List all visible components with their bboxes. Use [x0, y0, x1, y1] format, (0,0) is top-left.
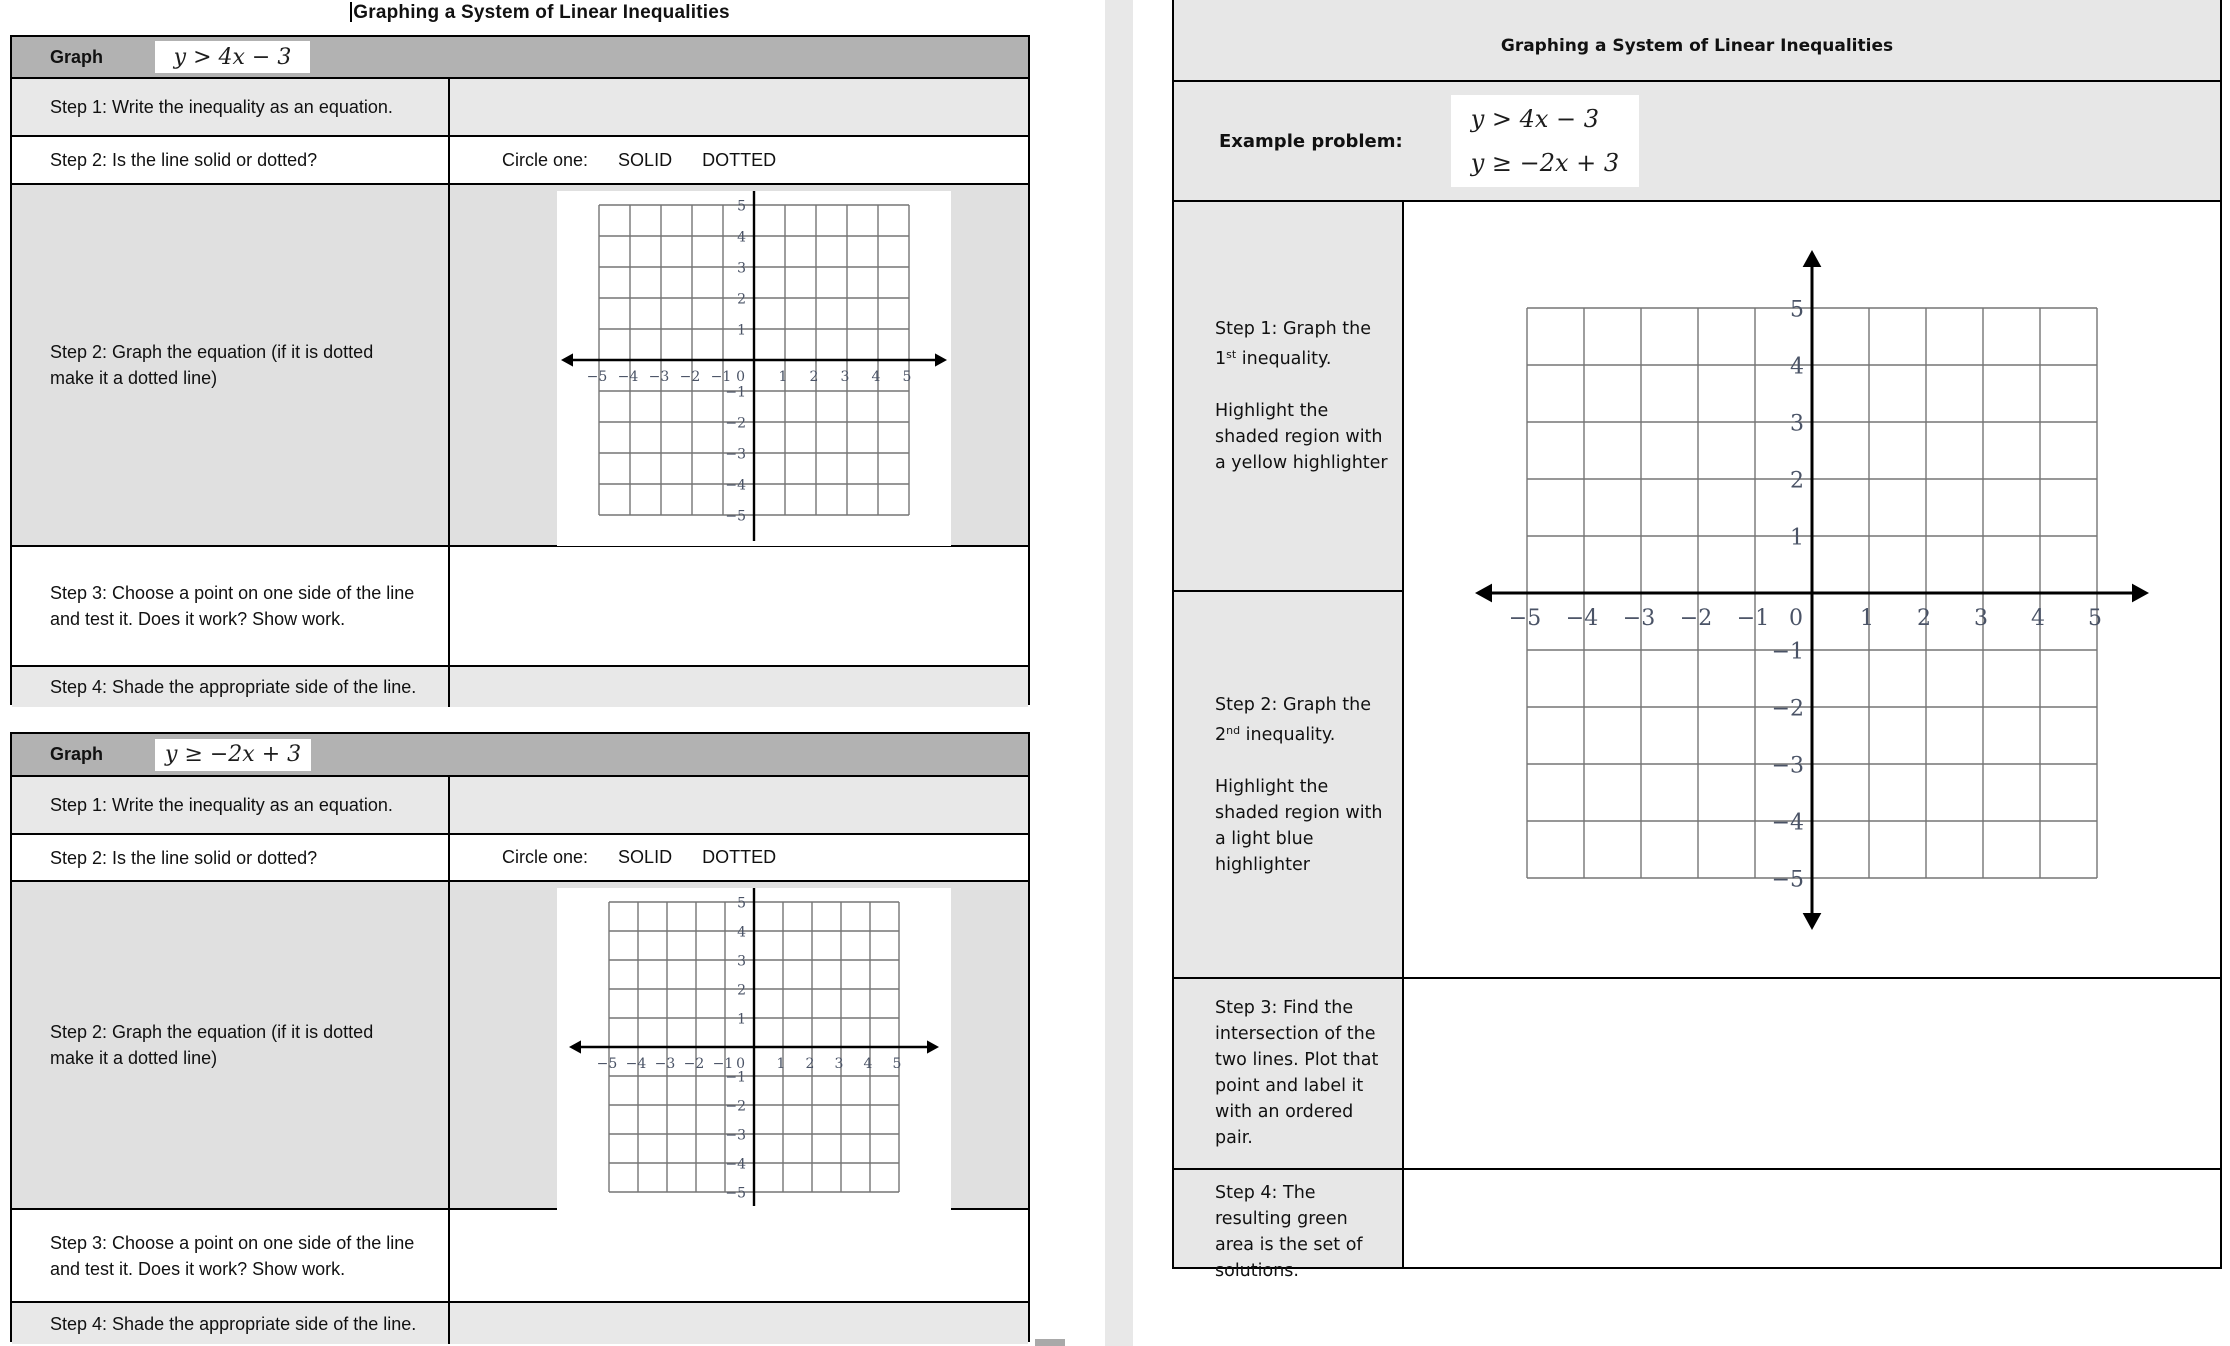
circle-one-cell	[450, 835, 1028, 880]
svg-text:−1: −1	[710, 369, 732, 385]
table1-header-row	[12, 37, 1028, 77]
table2-header-row	[12, 734, 1028, 775]
circle-one-cell	[450, 137, 1028, 183]
page-title[interactable]	[0, 2, 1080, 24]
svg-text:−5: −5	[596, 1056, 618, 1072]
svg-text:−4: −4	[617, 369, 639, 385]
svg-text:4: 4	[863, 1056, 873, 1072]
worksheet-table-1	[10, 35, 1030, 705]
equation-box[interactable]	[155, 41, 310, 73]
coordinate-grid-svg	[557, 888, 951, 1206]
left-page	[0, 0, 1105, 1346]
example-problem-row	[1174, 80, 2220, 200]
step4-label: Step 4: Shade the appropriate side of the line.	[12, 667, 450, 707]
svg-text:−3: −3	[1622, 606, 1656, 631]
step1-text: Step 1: Graph the 1st inequality.	[1215, 319, 1371, 369]
svg-text:3: 3	[737, 260, 746, 277]
svg-text:−2: −2	[725, 1098, 746, 1115]
svg-text:−2: −2	[725, 415, 746, 432]
step3-cell: Step 3: Find the intersection of the two lines. Plot that point and label it with an ordered pair.	[1174, 977, 1404, 1168]
worksheet-table-2	[10, 732, 1030, 1342]
right-page-title: Graphing a System of Linear Inequalities	[1174, 0, 2220, 80]
step2b-label: Step 2: Graph the equation (if it is dotted make it a dotted line)	[12, 882, 450, 1208]
svg-text:−5: −5	[725, 508, 746, 525]
svg-text:−1: −1	[725, 1069, 746, 1086]
svg-text:5: 5	[2088, 606, 2102, 631]
step2-text: Step 2: Graph the 2nd inequality.	[1215, 694, 1371, 745]
text-cursor-caret	[350, 2, 352, 22]
example-equations-box[interactable]	[1451, 95, 1639, 187]
svg-text:5: 5	[1790, 297, 1804, 323]
coordinate-grid-svg	[557, 191, 951, 541]
svg-text:2: 2	[1790, 468, 1804, 494]
step1-label: Step 1: Write the inequality as an equation.	[12, 79, 450, 135]
circle-one-label: Circle one:	[502, 847, 589, 867]
option-solid[interactable]: SOLID	[618, 847, 673, 867]
svg-text:4: 4	[871, 369, 881, 385]
svg-text:−2: −2	[683, 1056, 705, 1072]
svg-text:−2: −2	[1679, 606, 1713, 631]
svg-text:−3: −3	[648, 369, 670, 385]
svg-text:−1: −1	[725, 384, 746, 401]
svg-text:4: 4	[737, 924, 746, 941]
svg-text:1: 1	[737, 1011, 746, 1028]
svg-text:0: 0	[736, 1056, 745, 1072]
step1-cell	[1174, 200, 1404, 590]
svg-text:3: 3	[737, 953, 746, 970]
step4-row	[12, 1301, 1028, 1344]
svg-text:−5: −5	[1508, 606, 1542, 631]
big-coordinate-grid-svg	[1404, 202, 2220, 977]
step2-highlight-text: Highlight the shaded region with a light blue highlighter	[1215, 776, 1383, 875]
svg-text:4: 4	[737, 229, 746, 246]
svg-text:2: 2	[1917, 606, 1931, 631]
svg-text:−3: −3	[725, 1127, 746, 1144]
step2-row	[12, 135, 1028, 183]
equation-text: y ≥ −2x + 3	[165, 742, 302, 767]
step3-answer-cell[interactable]	[450, 1210, 1028, 1301]
step1-row	[12, 77, 1028, 135]
example-table-body	[1174, 200, 2220, 1281]
svg-text:3: 3	[834, 1056, 844, 1072]
step3-answer-cell[interactable]	[1404, 977, 2220, 1168]
svg-text:−1: −1	[1771, 639, 1804, 665]
equation-1: y > 4x − 3	[1470, 105, 1600, 133]
svg-text:−4: −4	[725, 477, 746, 494]
big-graph-cell[interactable]	[1404, 200, 2220, 977]
svg-text:−4: −4	[1565, 606, 1599, 631]
graph-row	[12, 183, 1028, 545]
step1-row	[12, 775, 1028, 833]
option-solid[interactable]: SOLID	[618, 149, 673, 170]
equation-2: y ≥ −2x + 3	[1470, 149, 1620, 177]
step4-row	[12, 665, 1028, 707]
step4-answer-cell[interactable]	[1404, 1168, 2220, 1267]
svg-text:−5: −5	[1771, 867, 1804, 893]
svg-text:1: 1	[1790, 525, 1804, 551]
svg-text:−2: −2	[679, 369, 701, 385]
step1-highlight-text: Highlight the shaded region with a yellow highlighter	[1215, 401, 1388, 473]
example-table	[1172, 0, 2222, 1281]
equation-text: y > 4x − 3	[173, 44, 292, 70]
step3-label: Step 3: Choose a point on one side of the line and test it. Does it work? Show work.	[12, 547, 450, 665]
example-problem-label: Example problem:	[1219, 130, 1403, 152]
step1-answer-cell[interactable]	[450, 777, 1028, 833]
svg-text:5: 5	[737, 198, 746, 215]
svg-text:−1: −1	[712, 1056, 734, 1072]
page-gap-divider	[1105, 0, 1133, 1346]
option-dotted[interactable]: DOTTED	[702, 149, 777, 170]
step3-label: Step 3: Choose a point on one side of the line and test it. Does it work? Show work.	[12, 1210, 450, 1301]
step2b-label: Step 2: Graph the equation (if it is dotted make it a dotted line)	[12, 185, 450, 545]
svg-text:0: 0	[736, 369, 745, 385]
svg-text:−4: −4	[725, 1156, 746, 1173]
ordinal-sup: st	[1226, 348, 1237, 361]
option-dotted[interactable]: DOTTED	[702, 847, 777, 867]
graph-cell	[450, 185, 1028, 545]
svg-text:5: 5	[892, 1056, 902, 1072]
step4-answer-cell[interactable]	[450, 1303, 1028, 1344]
svg-text:−4: −4	[625, 1056, 647, 1072]
svg-text:4: 4	[2031, 606, 2045, 631]
svg-text:5: 5	[902, 369, 912, 385]
step4-cell: Step 4: The resulting green area is the set of solutions.	[1174, 1168, 1404, 1267]
graph-row	[12, 880, 1028, 1208]
graph-cell	[450, 882, 1028, 1208]
graph-label: Graph	[50, 46, 104, 67]
scrollbar-handle[interactable]	[1035, 1339, 1065, 1346]
svg-text:−5: −5	[586, 369, 608, 385]
step2-label: Step 2: Is the line solid or dotted?	[12, 835, 450, 880]
svg-text:1: 1	[1860, 606, 1874, 631]
step1-answer-cell[interactable]	[450, 79, 1028, 135]
svg-text:2: 2	[805, 1056, 815, 1072]
svg-text:1: 1	[776, 1056, 786, 1072]
ordinal-sup: nd	[1226, 723, 1241, 737]
svg-text:−2: −2	[1771, 696, 1804, 722]
coordinate-grid-image[interactable]	[557, 888, 951, 1211]
svg-text:2: 2	[809, 369, 819, 385]
equation-box[interactable]	[155, 739, 311, 771]
svg-text:3: 3	[1790, 411, 1804, 437]
svg-text:−5: −5	[725, 1185, 746, 1202]
graph-label: Graph	[50, 744, 104, 764]
right-page	[1133, 0, 2230, 1346]
step4-answer-cell[interactable]	[450, 667, 1028, 707]
svg-text:−4: −4	[1771, 810, 1804, 836]
svg-text:−3: −3	[654, 1056, 676, 1072]
step3-answer-cell[interactable]	[450, 547, 1028, 665]
svg-text:3: 3	[1974, 606, 1988, 631]
step2-label: Step 2: Is the line solid or dotted?	[12, 137, 450, 183]
step2-row	[12, 833, 1028, 880]
svg-text:3: 3	[840, 369, 850, 385]
step4-label: Step 4: Shade the appropriate side of the line.	[12, 1303, 450, 1344]
svg-text:0: 0	[1789, 606, 1803, 631]
svg-text:−3: −3	[1771, 753, 1804, 779]
svg-text:2: 2	[737, 982, 746, 999]
svg-text:1: 1	[737, 322, 746, 339]
svg-text:5: 5	[737, 895, 746, 912]
step1-label: Step 1: Write the inequality as an equation.	[12, 777, 450, 833]
page-title-text: Graphing a System of Linear Inequalities	[353, 2, 730, 23]
svg-text:1: 1	[778, 369, 788, 385]
step3-row	[12, 545, 1028, 665]
coordinate-grid-image[interactable]	[557, 191, 951, 546]
step2-cell	[1174, 590, 1404, 977]
svg-text:−3: −3	[725, 446, 746, 463]
svg-text:2: 2	[737, 291, 746, 308]
svg-text:4: 4	[1790, 354, 1804, 380]
svg-text:−1: −1	[1736, 606, 1770, 631]
circle-one-label: Circle one:	[502, 149, 589, 170]
step3-row	[12, 1208, 1028, 1301]
